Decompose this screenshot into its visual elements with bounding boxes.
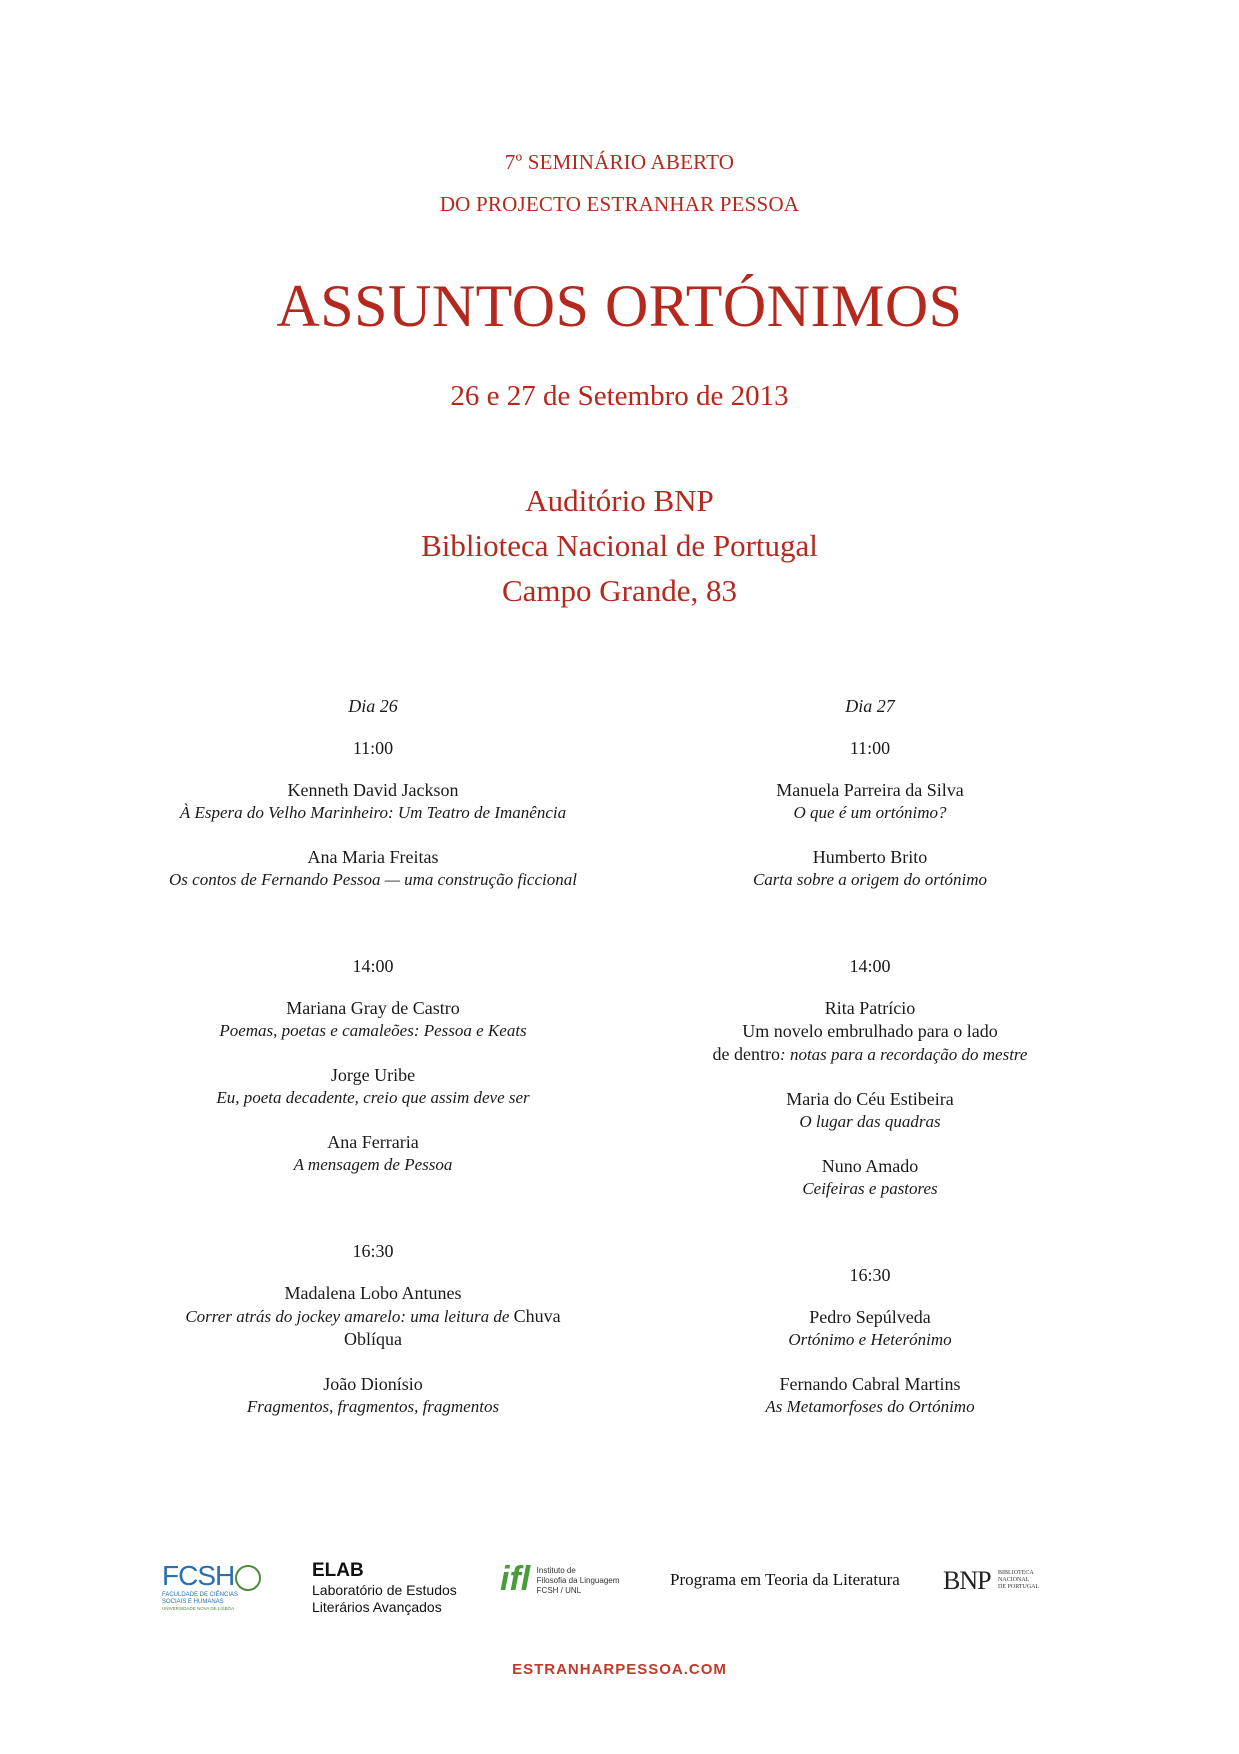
elab-logo [312,1560,457,1616]
talk [143,846,603,891]
talk [640,997,1100,1066]
ifl-line-3: FCSH / UNL [536,1586,582,1595]
sponsor-logos [0,1560,1239,1630]
talk-title: Ceifeiras e pastores [802,1179,938,1198]
talk-title: Carta sobre a origem do ortónimo [752,870,988,889]
programa-label: Programa em Teoria da Literatura [670,1570,900,1589]
fcsh-logo [162,1560,262,1612]
talk [143,1373,603,1418]
bnp-text [998,1570,1039,1591]
bnp-mark: BNP [943,1566,991,1595]
talk [143,779,603,824]
elab-line-1: Laboratório de Estudos [312,1582,457,1598]
talk [640,1306,1100,1351]
fcsh-line-2: SOCIAIS E HUMANAS [162,1599,224,1605]
talk [640,1373,1100,1418]
talk-speaker: Jorge Uribe [330,1065,416,1085]
elab-line-2: Literários Avançados [312,1599,442,1615]
talk [640,779,1100,824]
fcsh-mark: FCSH [162,1560,262,1592]
ifl-text [537,1566,620,1596]
talk-speaker: Madalena Lobo Antunes [284,1283,462,1303]
event-date: 26 e 27 de Setembro de 2013 [450,380,789,412]
talk-speaker: Kenneth David Jackson [287,780,459,800]
talk-title-italic: Correr atrás do jockey amarelo: uma leitura de [185,1307,510,1326]
day-27-heading: Dia 27 [845,696,895,716]
bnp-line-1: BIBLIOTECA [998,1570,1034,1576]
ifl-line-1: Instituto de [536,1566,576,1575]
ifl-line-2: Filosofia da Linguagem [536,1576,620,1585]
talk [143,1131,603,1176]
talk-speaker: Mariana Gray de Castro [286,998,460,1018]
ifl-mark: ifl [500,1560,531,1598]
talk-speaker: Humberto Brito [812,847,928,867]
fcsh-emblem-icon [235,1565,261,1591]
talk-speaker: Ana Maria Freitas [307,847,439,867]
bnp-line-3: DE PORTUGAL [998,1584,1040,1590]
talk-title: À Espera do Velho Marinheiro: Um Teatro de Imanência [179,803,567,822]
venue-block [0,478,1239,613]
day-26-slot-3-time: 16:30 [352,1241,394,1261]
talk-speaker: Maria do Céu Estibeira [786,1089,954,1109]
talk-title: Ortónimo e Heterónimo [788,1330,952,1349]
elab-mark: ELAB [312,1560,364,1581]
talk-title: As Metamorfoses do Ortónimo [765,1397,975,1416]
day-26-column [143,696,603,1440]
talk [640,1088,1100,1133]
talk-speaker: Manuela Parreira da Silva [776,780,964,800]
talk-speaker: Ana Ferraria [327,1132,419,1152]
day-26-heading: Dia 26 [348,696,398,716]
ifl-logo [500,1560,619,1598]
talk-title: Os contos de Fernando Pessoa — uma construção ficcional [169,870,577,889]
day-27-slot-3-time: 16:30 [849,1265,891,1285]
fcsh-line-3: UNIVERSIDADE NOVA DE LISBOA [162,1606,235,1611]
day-26-slot-1-time: 11:00 [352,738,394,758]
talk-title: O lugar das quadras [799,1112,941,1131]
talk [143,1282,603,1351]
day-27-column [640,696,1100,1440]
bnp-line-2: NACIONAL [998,1577,1030,1583]
page-title: ASSUNTOS ORTÓNIMOS [276,273,963,339]
talk-title-plain: Chuva Oblíqua [344,1306,561,1349]
day-27-slot-1-time: 11:00 [849,738,891,758]
talk-title: Fragmentos, fragmentos, fragmentos [246,1397,500,1416]
talk-title-italic: : notas para a recordação do mestre [780,1045,1028,1064]
website-link[interactable]: ESTRANHARPESSOA.COM [512,1661,727,1678]
seminar-line-2: DO PROJECTO ESTRANHAR PESSOA [439,192,800,216]
day-26-slot-2-time: 14:00 [352,956,394,976]
talk [640,846,1100,891]
talk-title: A mensagem de Pessoa [293,1155,453,1174]
talk-title-mixed [640,1043,1100,1066]
talk-title-plain: Um novelo embrulhado para o lado [742,1021,998,1041]
talk-title: O que é um ortónimo? [793,803,947,822]
fcsh-line-1: FACULDADE DE CIÊNCIAS [162,1592,239,1598]
venue-line-3: Campo Grande, 83 [501,573,738,608]
talk [143,997,603,1042]
talk-speaker: Nuno Amado [821,1156,919,1176]
bnp-logo [943,1566,1039,1596]
venue-line-2: Biblioteca Nacional de Portugal [421,528,818,563]
talk-title [143,1305,603,1351]
seminar-line-1: 7º SEMINÁRIO ABERTO [504,150,735,174]
venue-line-1: Auditório BNP [525,483,714,518]
talk-speaker: Rita Patrício [824,998,916,1018]
talk [640,1155,1100,1200]
talk-speaker: Fernando Cabral Martins [779,1374,961,1394]
talk-title: Poemas, poetas e camaleões: Pessoa e Keats [219,1021,527,1040]
talk-speaker: João Dionísio [323,1374,423,1394]
talk-title: Eu, poeta decadente, creio que assim deve ser [216,1088,530,1107]
talk [143,1064,603,1109]
day-27-slot-2-time: 14:00 [849,956,891,976]
talk-title-plain: de dentro [712,1044,781,1064]
talk-speaker: Pedro Sepúlveda [809,1307,931,1327]
